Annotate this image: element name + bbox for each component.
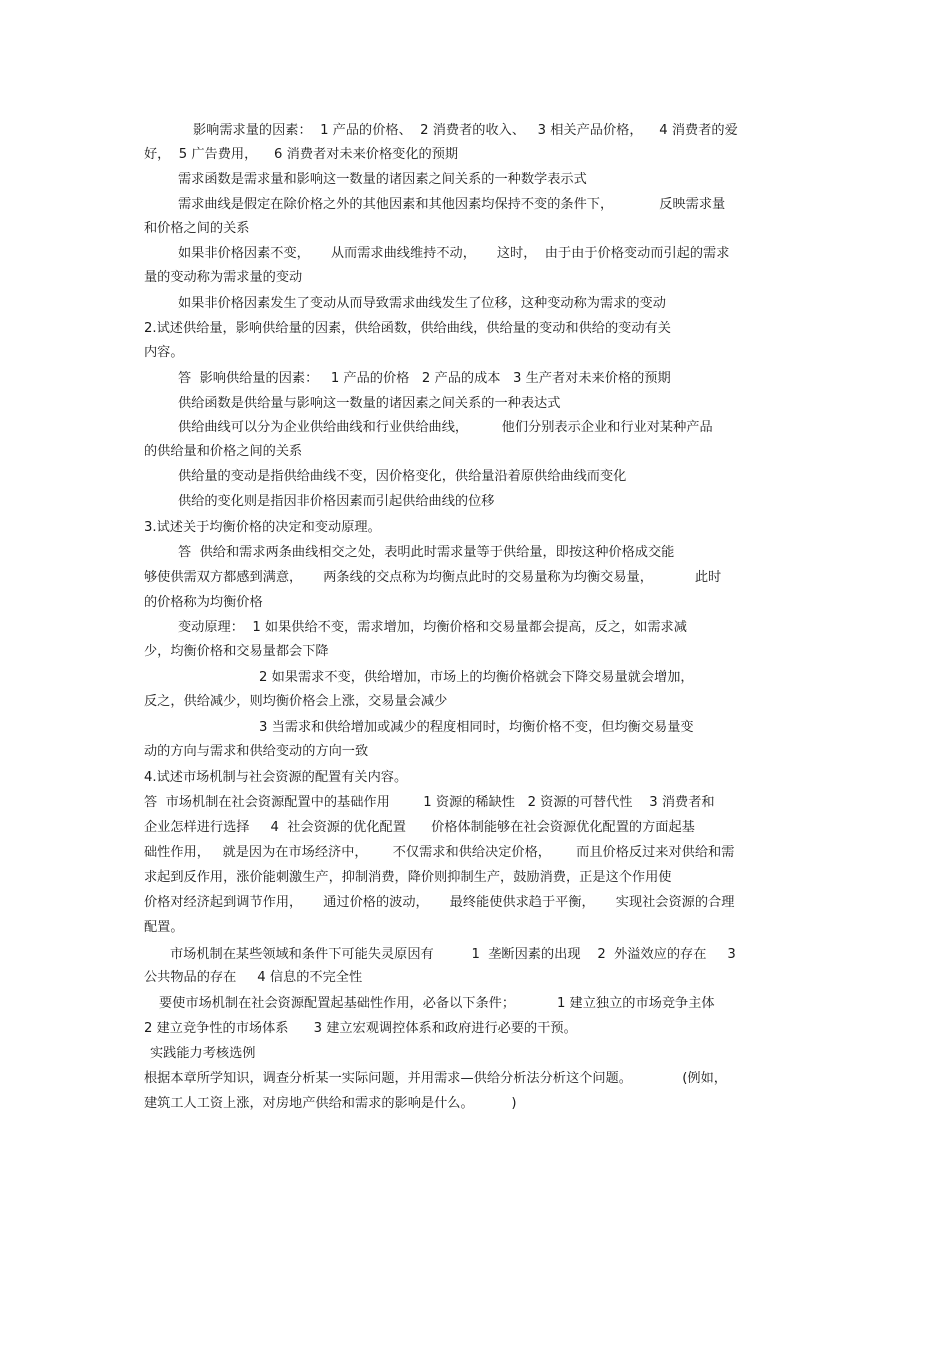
- text-line: 和价格之间的关系: [144, 221, 250, 236]
- text-line: 建筑工人工资上涨，对房地产供给和需求的影响是什么。 ): [144, 1096, 517, 1111]
- text-line: 3 当需求和供给增加或减少的程度相同时，均衡价格不变，但均衡交易量变: [259, 720, 694, 735]
- text-line: 的供给量和价格之间的关系: [144, 444, 303, 459]
- text-line: 2 建立竞争性的市场体系 3 建立宏观调控体系和政府进行必要的干预。: [144, 1021, 577, 1036]
- text-line: 市场机制在某些领域和条件下可能失灵原因有 1 垄断因素的出现 2 外溢效应的存在 3: [170, 947, 736, 962]
- question-heading: 4.试述市场机制与社会资源的配置有关内容。: [144, 770, 408, 785]
- question-heading: 3.试述关于均衡价格的决定和变动原理。: [144, 520, 381, 535]
- text-line: 础性作用， 就是因为在市场经济中， 不仅需求和供给决定价格， 而且价格反过来对供给和需: [144, 845, 735, 860]
- text-line: 变动原理： 1 如果供给不变，需求增加，均衡价格和交易量都会提高，反之，如需求减: [178, 620, 687, 635]
- text-line: 求起到反作用，涨价能刺激生产，抑制消费，降价则抑制生产，鼓励消费，正是这个作用使: [144, 870, 672, 885]
- text-line: 好， 5 广告费用， 6 消费者对未来价格变化的预期: [144, 147, 459, 162]
- text-line: 要使市场机制在社会资源配置起基础性作用，必备以下条件； 1 建立独立的市场竞争主体: [159, 996, 715, 1011]
- text-line: 企业怎样进行选择 4 社会资源的优化配置 价格体制能够在社会资源优化配置的方面起基: [144, 820, 695, 835]
- text-line: 量的变动称为需求量的变动: [144, 270, 303, 285]
- text-line: 内容。: [144, 345, 184, 360]
- text-line: 够使供需双方都感到满意， 两条线的交点称为均衡点此时的交易量称为均衡交易量， 此时: [144, 570, 722, 585]
- text-line: 公共物品的存在 4 信息的不完全性: [144, 970, 363, 985]
- question-heading: 2.试述供给量，影响供给量的因素，供给函数，供给曲线，供给量的变动和供给的变动有关: [144, 321, 671, 336]
- text-line: 如果非价格因素不变， 从而需求曲线维持不动， 这时， 由于由于价格变动而引起的需求: [178, 246, 730, 261]
- text-line: 价格对经济起到调节作用， 通过价格的波动， 最终能使供求趋于平衡， 实现社会资源的合理: [144, 895, 735, 910]
- text-line: 如果非价格因素发生了变动从而导致需求曲线发生了位移，这种变动称为需求的变动: [178, 296, 666, 311]
- text-line: 少，均衡价格和交易量都会下降: [144, 644, 329, 659]
- text-line: 动的方向与需求和供给变动的方向一致: [144, 744, 369, 759]
- text-line: 答 供给和需求两条曲线相交之处，表明此时需求量等于供给量，即按这种价格成交能: [178, 545, 675, 560]
- text-line: 供给曲线可以分为企业供给曲线和行业供给曲线， 他们分别表示企业和行业对某种产品: [178, 420, 713, 435]
- text-line: 影响需求量的因素： 1 产品的价格、 2 消费者的收入、 3 相关产品价格， 4 消费者的爱: [193, 123, 738, 138]
- text-line: 2 如果需求不变，供给增加，市场上的均衡价格就会下降交易量就会增加，: [259, 670, 694, 685]
- text-line: 的价格称为均衡价格: [144, 595, 263, 610]
- text-line: 需求曲线是假定在除价格之外的其他因素和其他因素均保持不变的条件下， 反映需求量: [178, 197, 726, 212]
- text-line: 答 市场机制在社会资源配置中的基础作用 1 资源的稀缺性 2 资源的可替代性 3 消费者和: [144, 795, 715, 810]
- text-line: 供给函数是供给量与影响这一数量的诸因素之间关系的一种表达式: [178, 396, 561, 411]
- text-line: 供给的变化则是指因非价格因素而引起供给曲线的位移: [178, 494, 495, 509]
- text-line: 反之，供给减少，则均衡价格会上涨，交易量会减少: [144, 694, 448, 709]
- text-line: 答 影响供给量的因素： 1 产品的价格 2 产品的成本 3 生产者对未来价格的预期: [178, 371, 671, 386]
- section-heading: 实践能力考核选例: [150, 1046, 256, 1061]
- text-line: 供给量的变动是指供给曲线不变，因价格变化，供给量沿着原供给曲线而变化: [178, 469, 627, 484]
- text-line: 配置。: [144, 920, 184, 935]
- text-line: 根据本章所学知识，调查分析某一实际问题，并用需求—供给分析法分析这个问题。 (例如，: [144, 1071, 727, 1086]
- text-line: 需求函数是需求量和影响这一数量的诸因素之间关系的一种数学表示式: [178, 172, 587, 187]
